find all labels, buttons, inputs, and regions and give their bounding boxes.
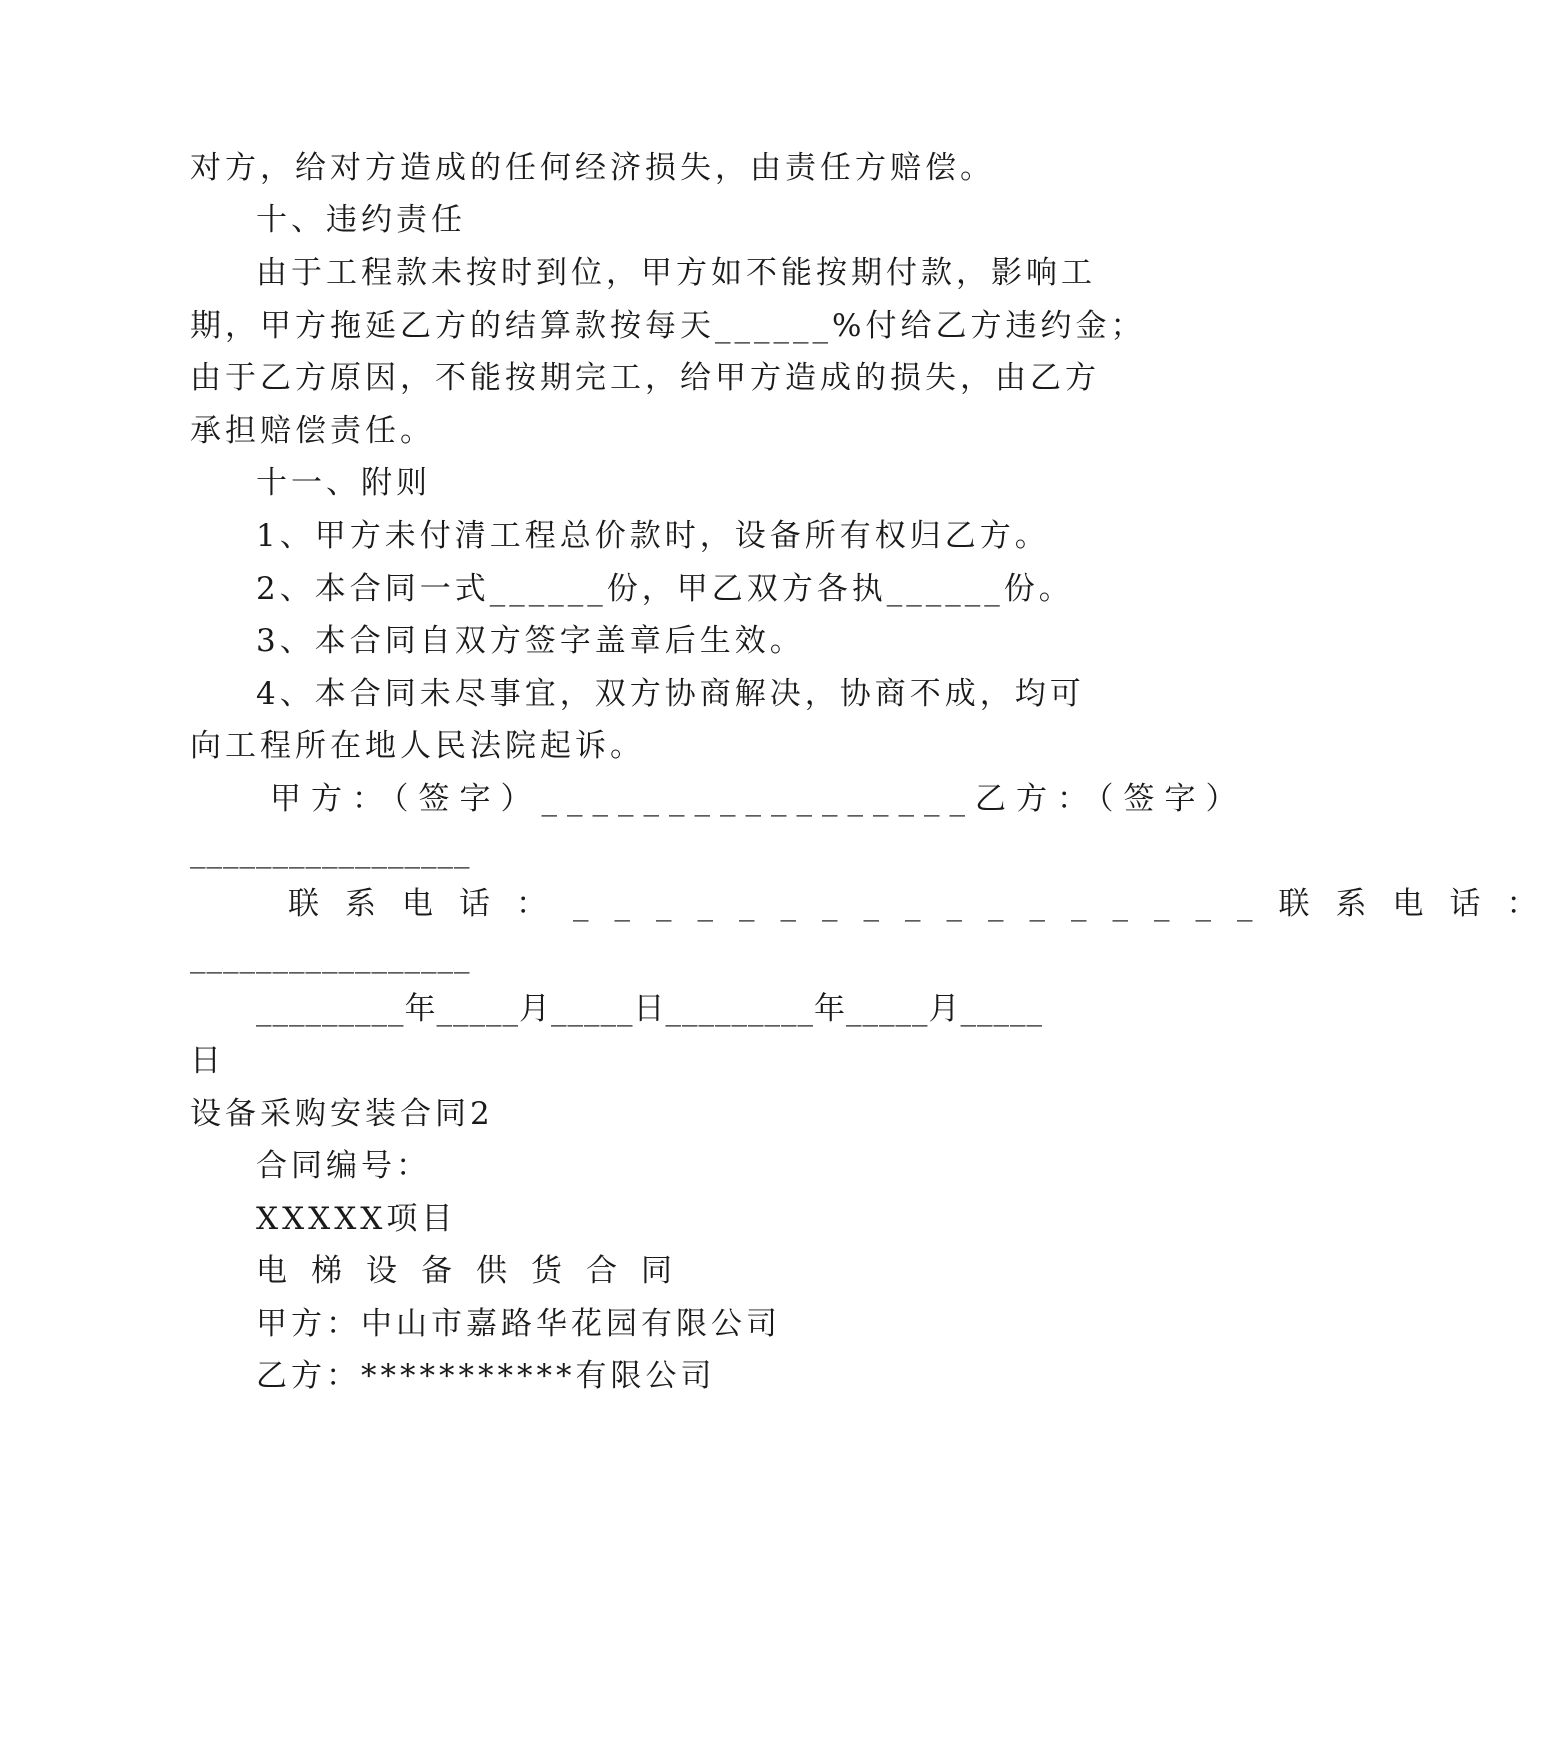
phone-blank: _________________ xyxy=(190,938,471,974)
section-heading: 十、违约责任 xyxy=(256,202,466,238)
date-line-end: 日 xyxy=(190,1043,225,1079)
paragraph-line: 承担赔偿责任。 xyxy=(190,413,435,449)
project-name: XXXXX项目 xyxy=(256,1201,457,1237)
party-b: 乙方：***********有限公司 xyxy=(256,1358,716,1394)
clause-line: 3、本合同自双方签字盖章后生效。 xyxy=(256,623,805,659)
party-a: 甲方：中山市嘉路华花园有限公司 xyxy=(256,1306,781,1342)
contract-title: 电梯设备供货合同 xyxy=(256,1253,696,1289)
paragraph-line: 由于工程款未按时到位，甲方如不能按期付款，影响工 xyxy=(256,255,1096,291)
paragraph-line: 期，甲方拖延乙方的结算款按每天______%付给乙方违约金； xyxy=(190,308,1146,344)
contract-number-label: 合同编号： xyxy=(256,1148,431,1184)
paragraph-line: 对方，给对方造成的任何经济损失，由责任方赔偿。 xyxy=(190,150,995,186)
clause-line: 1、甲方未付清工程总价款时，设备所有权归乙方。 xyxy=(256,518,1050,554)
phone-line: 联系电话：_________________联系电话： xyxy=(288,886,1564,922)
signature-blank: _________________ xyxy=(190,833,471,869)
section-heading: 十一、附则 xyxy=(256,465,431,501)
document-title: 设备采购安装合同2 xyxy=(190,1096,494,1132)
clause-line: 2、本合同一式______份，甲乙双方各执______份。 xyxy=(256,571,1074,607)
date-line: _________年_____月_____日_________年_____月_____ xyxy=(256,991,1043,1027)
signature-line: 甲方：（签字）_________________乙方：（签字） xyxy=(270,781,1247,817)
paragraph-line: 由于乙方原因，不能按期完工，给甲方造成的损失，由乙方 xyxy=(190,360,1100,396)
clause-line: 4、本合同未尽事宜，双方协商解决，协商不成，均可 xyxy=(256,676,1085,712)
paragraph-line: 向工程所在地人民法院起诉。 xyxy=(190,728,645,764)
